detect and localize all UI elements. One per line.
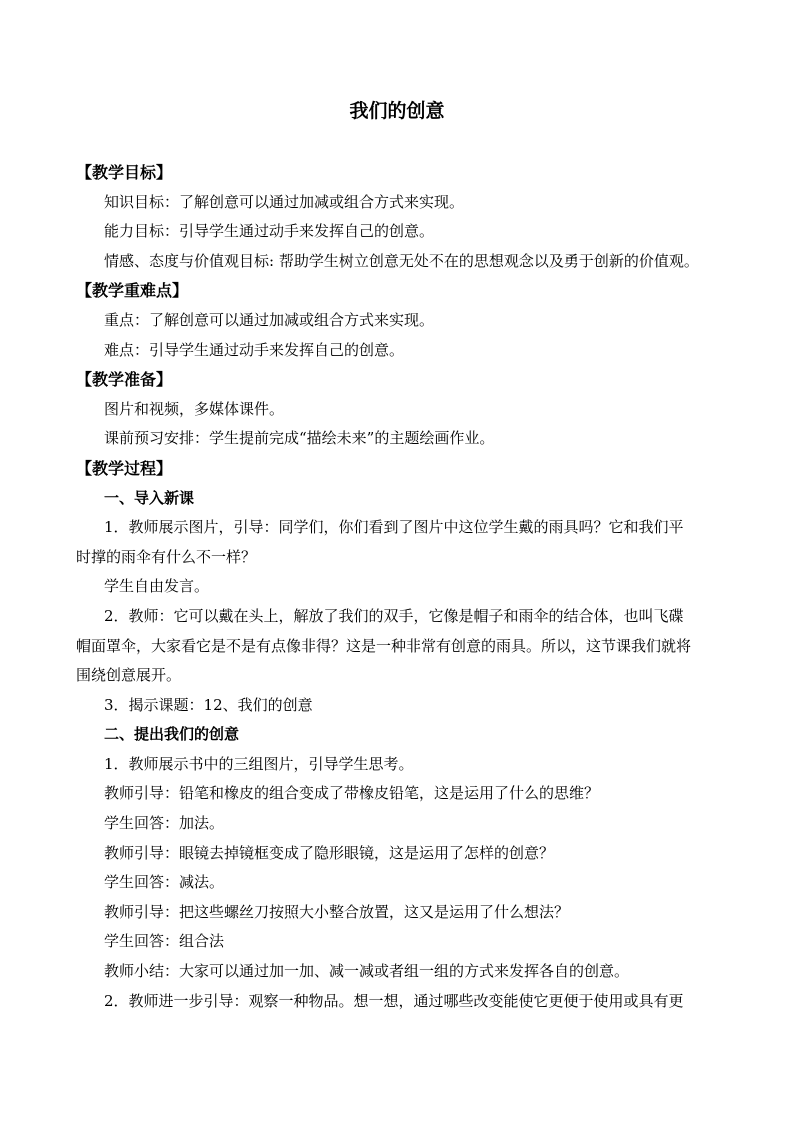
section-heading: 【教学目标】: [76, 163, 173, 182]
paragraph-line: 教师引导：把这些螺丝刀按照大小整合放置，这又是运用了什么想法？: [104, 902, 570, 921]
paragraph-line: 知识目标：了解创意可以通过加减或组合方式来实现。: [104, 192, 465, 211]
paragraph-line: 图片和视频，多媒体课件。: [104, 399, 285, 418]
page-title: 我们的创意: [349, 100, 445, 122]
paragraph-continuation-line: 时撑的雨伞有什么不一样？: [76, 547, 257, 566]
paragraph-line: 重点：了解创意可以通过加减或组合方式来实现。: [104, 310, 435, 329]
paragraph-line: 1．教师展示图片，引导：同学们，你们看到了图片中这位学生戴的雨具吗？它和我们平: [104, 518, 684, 537]
paragraph-line: 3．揭示课题：12、我们的创意: [104, 695, 313, 714]
section-heading: 【教学重难点】: [76, 281, 189, 301]
paragraph-line: 难点：引导学生通过动手来发挥自己的创意。: [104, 340, 405, 359]
paragraph-continuation-line: 帽面罩伞，大家看它是不是有点像非得？这是一种非常有创意的雨具。所以，这节课我们就将: [76, 636, 692, 655]
paragraph-line: 情感、态度与价值观目标: 帮助学生树立创意无处不在的思想观念以及勇于创新的价值观。: [104, 251, 699, 270]
paragraph-line: 学生回答：减法。: [104, 873, 225, 892]
subsection-heading: 一、导入新课: [104, 488, 195, 507]
section-heading: 【教学过程】: [76, 458, 173, 478]
paragraph-line: 教师引导：眼镜去掉镜框变成了隐形眼镜，这是运用了怎样的创意？: [104, 843, 555, 862]
section-heading: 【教学准备】: [76, 370, 173, 390]
paragraph-line: 学生回答：组合法: [104, 932, 225, 951]
paragraph-line: 能力目标：引导学生通过动手来发挥自己的创意。: [104, 222, 435, 241]
paragraph-line: 1．教师展示书中的三组图片，引导学生思考。: [104, 754, 414, 773]
paragraph-line: 学生回答：加法。: [104, 814, 225, 833]
paragraph-line: 学生自由发言。: [104, 577, 210, 596]
paragraph-line: 教师小结：大家可以通过加一加、减一减或者组一组的方式来发挥各自的创意。: [104, 962, 630, 981]
paragraph-line: 2．教师进一步引导：观察一种物品。想一想，通过哪些改变能使它更便于使用或具有更: [104, 991, 684, 1010]
paragraph-line: 课前预习安排：学生提前完成“描绘未来”的主题绘画作业。: [104, 429, 495, 448]
paragraph-line: 2．教师：它可以戴在头上，解放了我们的双手，它像是帽子和雨伞的结合体，也叫飞碟: [104, 606, 684, 625]
document-body: [76, 158, 724, 1016]
paragraph-continuation-line: 围绕创意展开。: [76, 666, 182, 685]
paragraph-line: 教师引导：铅笔和橡皮的组合变成了带橡皮铅笔，这是运用了什么的思维？: [104, 784, 600, 803]
subsection-heading: 二、提出我们的创意: [104, 725, 240, 744]
